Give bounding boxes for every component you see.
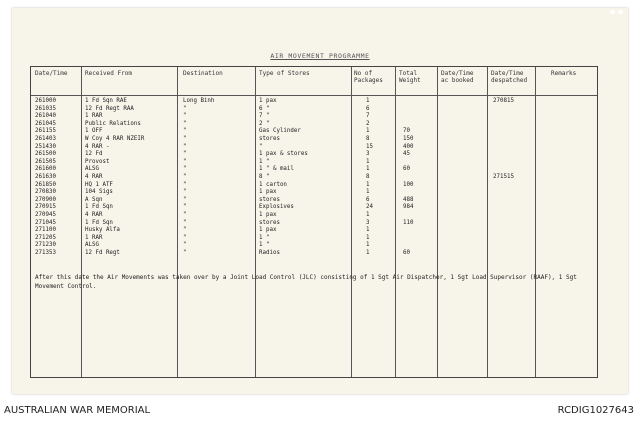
cell-type-of-stores: 1 carton: [259, 181, 287, 188]
cell-received-from: 12 Fd Regt: [85, 249, 120, 256]
cell-datetime: 271205: [35, 234, 56, 241]
cell-received-from: ALSG: [85, 166, 99, 173]
cell-type-of-stores: 1 pax: [259, 227, 277, 234]
header-received-from: Received From: [85, 70, 132, 77]
cell-type-of-stores: 8 ": [259, 173, 270, 180]
cell-weight: 100: [403, 181, 414, 188]
cell-received-from: 12 Fd: [85, 151, 103, 158]
cell-destination: ": [183, 234, 187, 241]
cell-packages: 1: [366, 98, 370, 104]
header-despatched-line2: despatched: [491, 77, 528, 84]
cell-type-of-stores: Explosives: [259, 204, 294, 211]
cell-packages: 8: [366, 135, 370, 142]
cell-datetime: 261155: [35, 128, 56, 135]
cell-destination: ": [183, 211, 187, 218]
cell-datetime: 261403: [35, 135, 56, 142]
table-row: [31, 182, 597, 190]
cell-received-from: W Coy 4 RAR NZEIR: [85, 135, 145, 142]
cell-packages: 1: [366, 227, 370, 234]
table-row: [31, 212, 597, 220]
cell-packages: 2: [366, 120, 370, 127]
cell-datetime: 271353: [35, 249, 56, 256]
cell-received-from: Provost: [85, 158, 110, 165]
cell-packages: 1: [366, 211, 370, 218]
cell-destination: ": [183, 120, 187, 127]
cell-destination: ": [183, 151, 187, 158]
cell-datetime: 271100: [35, 227, 56, 234]
table-row: [31, 159, 597, 167]
cell-weight: 60: [403, 249, 410, 256]
cell-datetime: 261850: [35, 181, 56, 188]
movement-table: [30, 66, 598, 378]
cell-packages: 3: [366, 151, 370, 158]
cell-received-from: 1 Fd Sqn RAE: [85, 98, 127, 104]
header-booked-line2: ac booked: [441, 77, 474, 84]
cell-packages: 1: [366, 242, 370, 249]
cell-type-of-stores: Gas Cylinder: [259, 128, 301, 135]
cell-packages: 8: [366, 173, 370, 180]
cell-type-of-stores: stores: [259, 196, 280, 203]
cell-packages: 1: [366, 189, 370, 196]
cell-type-of-stores: 1 ": [259, 242, 270, 249]
header-rule: [31, 95, 597, 96]
cell-datetime: 261505: [35, 158, 56, 165]
cell-received-from: ALSG: [85, 242, 99, 249]
cell-destination: ": [183, 242, 187, 249]
table-row: [31, 113, 597, 121]
cell-datetime: 271230: [35, 242, 56, 249]
header-destination: Destination: [183, 70, 223, 77]
cell-type-of-stores: 1 pax & stores: [259, 151, 308, 158]
cell-datetime: 261630: [35, 173, 56, 180]
header-booked: [441, 70, 474, 84]
table-row: [31, 106, 597, 114]
cell-datetime: 270900: [35, 196, 56, 203]
cell-datetime: 270830: [35, 189, 56, 196]
table-row: [31, 204, 597, 212]
header-weight-line2: Weight: [399, 77, 421, 84]
cell-destination: ": [183, 189, 187, 196]
cell-datetime: 261600: [35, 166, 56, 173]
table-row: [31, 220, 597, 228]
cell-weight: 400: [403, 143, 414, 150]
cell-received-from: A Sqn: [85, 196, 103, 203]
cell-destination: ": [183, 143, 187, 150]
cell-weight: 110: [403, 219, 414, 226]
header-despatched: [491, 70, 527, 84]
cell-despatched: 271515: [493, 173, 514, 180]
cell-datetime: 261035: [35, 105, 56, 112]
cell-received-from: Husky Alfa: [85, 227, 120, 234]
cell-received-from: 4 RAR: [85, 211, 103, 218]
table-row: [31, 144, 597, 152]
cell-packages: 7: [366, 113, 370, 120]
cell-destination: ": [183, 135, 187, 142]
cell-weight: 488: [403, 196, 414, 203]
document-title: AIR MOVEMENT PROGRAMME: [270, 52, 370, 60]
table-body: [31, 98, 597, 257]
header-type-of-stores: Type of Stores: [259, 70, 310, 77]
document-sheet: [12, 8, 628, 394]
cell-type-of-stores: 1 ": [259, 158, 270, 165]
cell-packages: 6: [366, 105, 370, 112]
cell-destination: ": [183, 196, 187, 203]
table-row: [31, 98, 597, 106]
cell-datetime: 261045: [35, 120, 56, 127]
table-row: [31, 151, 597, 159]
cell-type-of-stores: stores: [259, 219, 280, 226]
cell-packages: 1: [366, 234, 370, 241]
header-packages-line1: No of: [354, 70, 373, 77]
cell-weight: 45: [403, 151, 410, 158]
table-row: [31, 136, 597, 144]
table-row: [31, 166, 597, 174]
header-remarks: Remarks: [551, 70, 577, 77]
cell-type-of-stores: 6 ": [259, 105, 270, 112]
cell-type-of-stores: stores: [259, 135, 280, 142]
header-booked-line1: Date/Time: [441, 70, 474, 77]
cell-type-of-stores: 1 pax: [259, 98, 277, 104]
cell-datetime: 270915: [35, 204, 56, 211]
cell-type-of-stores: Radios: [259, 249, 280, 256]
cell-packages: 3: [366, 219, 370, 226]
cell-type-of-stores: 1 pax: [259, 189, 277, 196]
cell-packages: 6: [366, 196, 370, 203]
cell-destination: ": [183, 113, 187, 120]
punch-holes: [12, 8, 628, 16]
table-row: [31, 197, 597, 205]
cell-packages: 15: [366, 143, 373, 150]
cell-type-of-stores: 1 pax: [259, 211, 277, 218]
cell-packages: 1: [366, 181, 370, 188]
table-row: [31, 250, 597, 258]
cell-despatched: 270815: [493, 98, 514, 104]
cell-received-from: 104 Sigs: [85, 189, 113, 196]
cell-packages: 1: [366, 166, 370, 173]
cell-destination: ": [183, 249, 187, 256]
table-row: [31, 121, 597, 129]
cell-received-from: 1 RAR: [85, 234, 103, 241]
header-despatched-line1: Date/Time: [491, 70, 524, 77]
table-row: [31, 189, 597, 197]
handover-note: After this date the Air Movements was taken over by a Joint Load Control (JLC) consisting of 1 Sgt Air Dispatcher, 1 Sgt Load Supervisor (RAAF), 1 Sgt Movement Control.: [35, 274, 577, 290]
cell-type-of-stores: ": [259, 143, 263, 150]
table-row: [31, 242, 597, 250]
cell-weight: 70: [403, 128, 410, 135]
cell-packages: 1: [366, 158, 370, 165]
table-row: [31, 128, 597, 136]
cell-type-of-stores: 1 ": [259, 234, 270, 241]
cell-weight: 150: [403, 135, 414, 142]
cell-destination: ": [183, 204, 187, 211]
cell-destination: ": [183, 128, 187, 135]
cell-destination: ": [183, 158, 187, 165]
cell-packages: 1: [366, 128, 370, 135]
header-packages: [354, 70, 383, 84]
cell-received-from: 4 RAR: [85, 173, 103, 180]
table-row: [31, 227, 597, 235]
archive-credit: AUSTRALIAN WAR MEMORIAL: [4, 405, 151, 416]
cell-datetime: 261000: [35, 98, 56, 104]
cell-destination: ": [183, 181, 187, 188]
cell-datetime: 271045: [35, 219, 56, 226]
cell-destination: ": [183, 166, 187, 173]
cell-received-from: 1 OFF: [85, 128, 103, 135]
cell-weight: 60: [403, 166, 410, 173]
header-weight: [399, 70, 421, 84]
header-datetime: Date/Time: [35, 70, 68, 77]
cell-destination: ": [183, 227, 187, 234]
cell-type-of-stores: 1 " & mail: [259, 166, 294, 173]
cell-datetime: 270945: [35, 211, 56, 218]
cell-type-of-stores: 7 ": [259, 113, 270, 120]
cell-received-from: HQ 1 ATF: [85, 181, 113, 188]
cell-destination: Long Binh: [183, 98, 215, 104]
cell-destination: ": [183, 219, 187, 226]
cell-received-from: 1 Fd Sqn: [85, 219, 113, 226]
punch-hole: [618, 10, 623, 14]
table-row: [31, 174, 597, 182]
cell-received-from: 1 RAR: [85, 113, 103, 120]
cell-type-of-stores: 2 ": [259, 120, 270, 127]
cell-packages: 24: [366, 204, 373, 211]
cell-received-from: 4 RAR -: [85, 143, 110, 150]
cell-datetime: 261500: [35, 151, 56, 158]
header-packages-line2: Packages: [354, 77, 383, 84]
cell-received-from: 12 Fd Regt RAA: [85, 105, 134, 112]
cell-packages: 1: [366, 249, 370, 256]
table-row: [31, 235, 597, 243]
header-weight-line1: Total: [399, 70, 418, 77]
cell-weight: 984: [403, 204, 414, 211]
cell-datetime: 251430: [35, 143, 56, 150]
archive-reference: RCDIG1027643: [557, 405, 634, 416]
punch-hole: [610, 10, 615, 14]
cell-received-from: 1 Fd Sqn: [85, 204, 113, 211]
cell-datetime: 261040: [35, 113, 56, 120]
cell-received-from: Public Relations: [85, 120, 141, 127]
cell-destination: ": [183, 105, 187, 112]
cell-destination: ": [183, 173, 187, 180]
